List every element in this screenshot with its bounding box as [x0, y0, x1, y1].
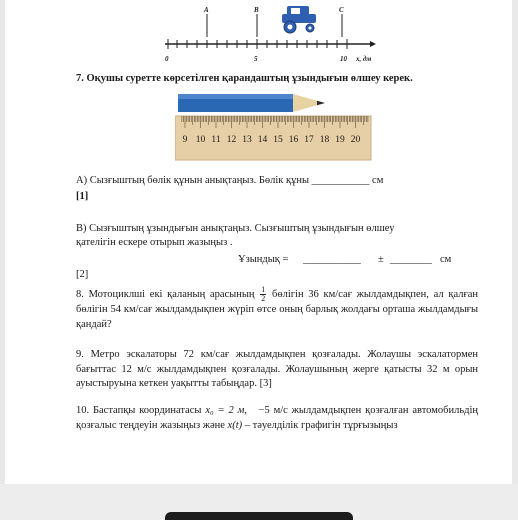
- length-label: Ұзындық =: [238, 254, 289, 265]
- q8-text: [76, 286, 478, 332]
- left-margin: [0, 0, 5, 520]
- pencil-icon: [178, 94, 325, 112]
- q10-part2: жылдамдықпен қозғалған автомобильдің қозғалыс теңдеуін жазыңыз және: [76, 405, 478, 431]
- q7-part-b-line2: қателігін ескере отырып жазыңыз .: [76, 237, 233, 248]
- q7-title: 7. Оқушы суретте көрсетілген қарандаштың ұзындығын өлшеу керек.: [76, 73, 413, 84]
- plus-minus-sign: ±: [378, 254, 384, 265]
- fraction-numerator: 1: [261, 285, 266, 294]
- q10-velocity: −5 м/с: [258, 405, 288, 416]
- q10-function: x(t): [227, 419, 243, 431]
- ruler-number: 19: [335, 135, 345, 145]
- q10-part1: 10. Бастапқы координатасы: [76, 405, 206, 416]
- right-margin: [512, 0, 518, 520]
- ruler-number: 16: [288, 135, 299, 145]
- ruler-number: 10: [195, 135, 206, 145]
- q7-part-b-marks: [2]: [76, 269, 89, 280]
- error-answer-blank[interactable]: ________: [390, 254, 432, 265]
- q10-initial-coordinate: x₀ = 2 м,: [205, 405, 247, 416]
- fraction-denominator: 2: [261, 294, 266, 303]
- bottom-handle[interactable]: [165, 512, 353, 520]
- q10-part3: – тәуелділік графигін тұрғызыңыз: [242, 419, 398, 431]
- ruler-number: 9: [182, 135, 188, 145]
- tick-label-5: 5: [254, 55, 258, 63]
- q9-text: 9. Метро эскалаторы 72 км/сағ жылдамдықпен қозғалады. Жолаушы эскалатормен бағыттас 12 м/с жылдамдықпен қозғалады. Жолаушының жерге қатысты 32 м орын ауыстыруына кеткен уақытты табыңдар. [3]: [76, 349, 478, 389]
- q8-before-fraction: 8. Мотоциклші екі қаланың арасының: [76, 288, 255, 300]
- q7-part-b-line1: В) Сызғыштың ұзындығын анықтаңыз. Сызғыштың ұзындығын өлшеу: [76, 223, 395, 234]
- ruler-number: 12: [226, 135, 237, 145]
- length-answer-blank[interactable]: ___________: [303, 254, 361, 265]
- point-c-label: C: [339, 6, 344, 14]
- tick-label-0: 0: [165, 55, 169, 63]
- q7-part-a-marks: [1]: [76, 191, 89, 202]
- pencil-ruler-figure: [175, 92, 375, 164]
- ruler-number: 17: [304, 135, 314, 145]
- tractor-icon: [282, 6, 316, 33]
- ruler-number: 14: [257, 135, 268, 145]
- ruler-icon: [175, 116, 371, 160]
- one-half-fraction: [260, 286, 266, 303]
- ruler-number: 15: [273, 135, 283, 145]
- q7-part-a: А) Сызғыштың бөлік құнын анықтаңыз. Бөлік құны ___________ см: [76, 175, 384, 186]
- ruler-number: 11: [211, 135, 221, 145]
- q10-text: [76, 404, 478, 433]
- axis-label: x, дм: [356, 55, 372, 63]
- ruler-number: 13: [242, 135, 252, 145]
- number-line-figure: [160, 4, 400, 64]
- ruler-number: 18: [319, 135, 330, 145]
- length-unit: см: [440, 254, 452, 265]
- q8-rest: қалған бөлігін 54 км/сағ жылдамдықпен жүріп өтсе оның барлық жолдағы орташа жылдамдығы қандай?: [76, 288, 479, 330]
- point-b-label: B: [254, 6, 259, 14]
- q8-after-fraction: бөлігін 36 км/сағ жылдамдықпен, ал: [272, 288, 444, 300]
- ruler-number: 20: [350, 135, 361, 145]
- point-a-label: A: [204, 6, 209, 14]
- tick-label-10: 10: [340, 55, 347, 63]
